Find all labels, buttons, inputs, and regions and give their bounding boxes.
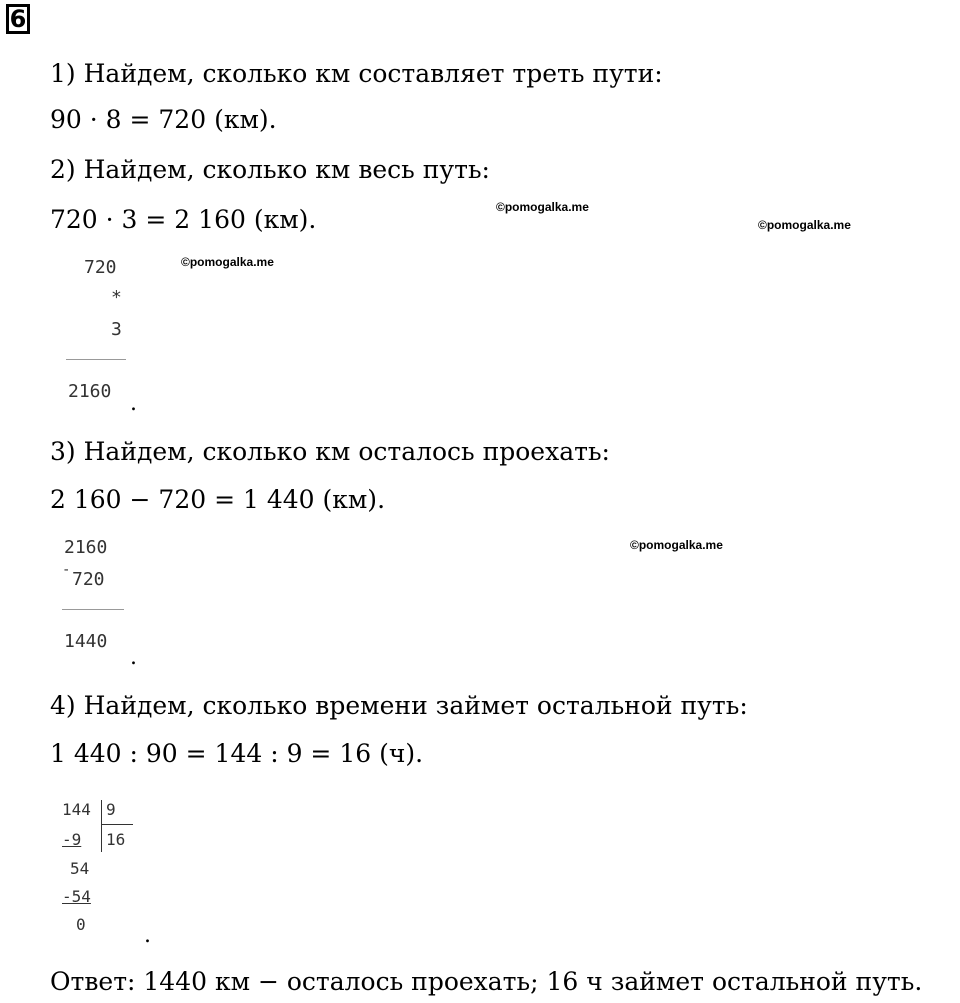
mult-rule: [66, 359, 126, 360]
step-3-formula: 2 160 − 720 = 1 440 (км).: [50, 485, 386, 514]
division-quotient: 16: [106, 830, 126, 849]
column-subtraction: [60, 536, 150, 676]
mult-top-number: 720: [84, 257, 117, 278]
mult-result: 2160: [68, 381, 112, 402]
step-4-formula: 1 440 : 90 = 144 : 9 = 16 (ч).: [50, 739, 424, 768]
column-multiplication: [60, 256, 150, 416]
step-2-formula: 720 · 3 = 2 160 (км).: [50, 205, 317, 234]
sub-sign: -: [62, 562, 71, 578]
division-vertical-line: [101, 800, 102, 852]
sub-top-number: 2160: [64, 537, 108, 558]
division-subtrahend-1: -9: [62, 830, 82, 849]
step-3-title: 3) Найдем, сколько км осталось проехать:: [50, 437, 610, 466]
step-4-title: 4) Найдем, сколько времени займет остальной путь:: [50, 691, 748, 720]
division-horizontal-line: [101, 824, 133, 825]
watermark: ©pomogalka.me: [758, 218, 851, 232]
division-dividend: 144: [62, 800, 91, 819]
step-2-title: 2) Найдем, сколько км весь путь:: [50, 155, 490, 184]
division-remainder-1: 54: [70, 859, 90, 878]
watermark: ©pomogalka.me: [181, 255, 274, 269]
division-remainder-2: 0: [76, 915, 86, 934]
watermark: ©pomogalka.me: [630, 538, 723, 552]
long-division: [60, 800, 151, 948]
division-subtrahend-2: -54: [62, 887, 91, 906]
answer-text: Ответ: 1440 км − осталось проехать; 16 ч займет остальной путь.: [50, 967, 923, 996]
mult-dot: .: [130, 391, 137, 416]
sub-rule: [62, 609, 124, 610]
sub-dot: .: [130, 645, 137, 670]
task-number: 6: [6, 4, 30, 34]
division-divisor: 9: [106, 800, 116, 819]
mult-bottom-number: 3: [111, 319, 122, 340]
division-dot: .: [144, 923, 151, 948]
sub-bottom-number: 720: [72, 569, 105, 590]
step-1-formula: 90 · 8 = 720 (км).: [50, 105, 277, 134]
mult-sign: *: [111, 287, 122, 308]
step-1-title: 1) Найдем, сколько км составляет треть пути:: [50, 59, 663, 88]
sub-result: 1440: [64, 631, 108, 652]
watermark: ©pomogalka.me: [496, 200, 589, 214]
